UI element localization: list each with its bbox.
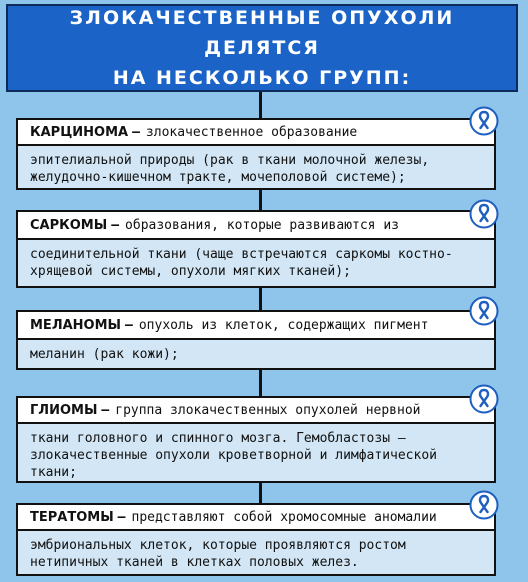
card-body: соединительной ткани (чаще встречаются саркомы костно-хрящевой системы, опухоли мягких тканей);: [16, 238, 496, 288]
card-header: [16, 396, 496, 424]
card-header: [16, 210, 496, 240]
connector-line: [259, 190, 262, 210]
group-card-glioma: [16, 396, 496, 483]
awareness-ribbon-icon: [469, 384, 499, 414]
term-label: САРКОМЫ: [30, 217, 108, 233]
term-label: МЕЛАНОМЫ: [30, 317, 122, 333]
definition-start: группа злокачественных опухолей нервной: [115, 402, 421, 418]
dash: –: [101, 402, 110, 418]
card-body: эмбриональных клеток, которые проявляются ростом нетипичных тканей в клетках половых желез.: [16, 529, 496, 576]
group-card-melanoma: [16, 310, 496, 370]
definition-start: образования, которые развиваются из: [125, 217, 399, 233]
connector-line: [259, 288, 262, 310]
definition-start: злокачественное образование: [145, 124, 358, 140]
connector-line: [259, 483, 262, 503]
group-card-sarcoma: [16, 210, 496, 288]
term-label: ГЛИОМЫ: [30, 402, 98, 418]
card-header: [16, 503, 496, 531]
card-header: [16, 310, 496, 340]
dash: –: [111, 217, 120, 233]
term-label: КАРЦИНОМА: [30, 124, 129, 140]
card-header: [16, 118, 496, 146]
title-banner: [6, 4, 518, 92]
card-body: ткани головного и спинного мозга. Гемобластозы – злокачественные опухоли кроветворной и лимфатической ткани;: [16, 422, 496, 483]
dash: –: [117, 509, 126, 525]
card-body: эпителиальной природы (рак в ткани молочной железы, желудочно-кишечном тракте, мочеполовой системе);: [16, 144, 496, 190]
awareness-ribbon-icon: [469, 199, 499, 229]
connector-line: [259, 370, 262, 396]
group-card-carcinoma: [16, 118, 496, 190]
card-body: меланин (рак кожи);: [16, 338, 496, 370]
definition-start: опухоль из клеток, содержащих пигмент: [138, 317, 429, 333]
awareness-ribbon-icon: [469, 106, 499, 136]
term-label: ТЕРАТОМЫ: [30, 509, 114, 525]
group-card-teratoma: [16, 503, 496, 576]
dash: –: [132, 124, 140, 140]
definition-start: представляют собой хромосомные аномалии: [131, 509, 437, 525]
awareness-ribbon-icon: [469, 296, 499, 326]
awareness-ribbon-icon: [469, 490, 499, 520]
title-line-2: НА НЕСКОЛЬКО ГРУПП:: [112, 67, 412, 89]
title-line-1: ЗЛОКАЧЕСТВЕННЫЕ ОПУХОЛИ ДЕЛЯТСЯ: [69, 7, 455, 59]
dash: –: [125, 317, 133, 333]
connector-line: [259, 92, 262, 118]
